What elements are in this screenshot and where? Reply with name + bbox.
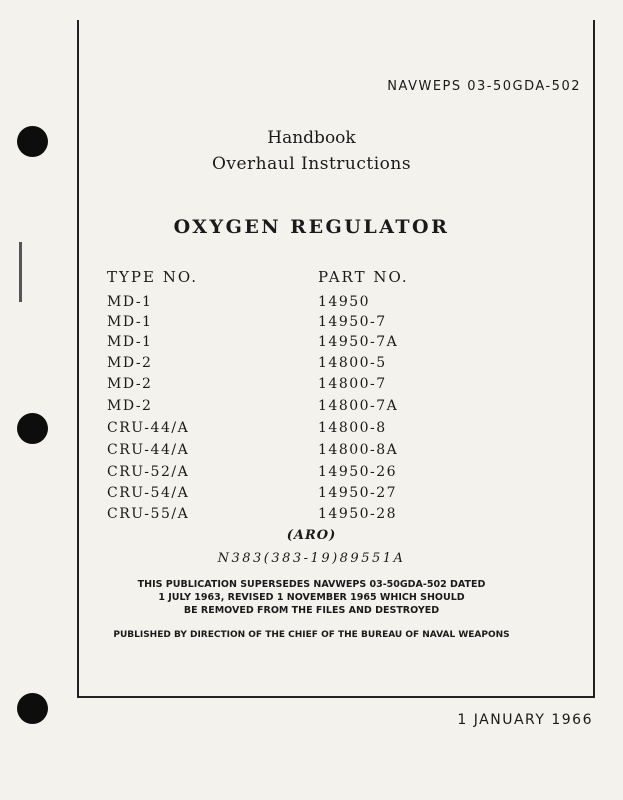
edge-scan-mark [19,242,22,302]
supersede-line: 1 JULY 1963, REVISED 1 NOVEMBER 1965 WHICH SHOULD [158,592,465,603]
type-number: CRU-44/A [107,420,190,436]
type-number: CRU-52/A [107,464,190,480]
part-number: 14800-8 [318,420,387,436]
part-number: 14950 [318,294,371,310]
supersede-line: BE REMOVED FROM THE FILES AND DESTROYED [183,605,440,616]
type-no-header: TYPE NO. [107,268,199,286]
type-number: MD-1 [107,314,153,330]
type-number: MD-2 [107,355,153,371]
part-number: 14950-28 [318,506,398,522]
type-number: MD-1 [107,294,153,310]
publication-date: 1 JANUARY 1966 [457,712,593,728]
part-no-header: PART NO. [318,268,409,286]
part-number: 14950-7A [318,334,399,350]
published-by-notice: PUBLISHED BY DIRECTION OF THE CHIEF OF THE BUREAU OF NAVAL WEAPONS [113,630,510,640]
supersede-line: THIS PUBLICATION SUPERSEDES NAVWEPS 03-50GDA-502 DATED [137,579,486,590]
part-number: 14950-26 [318,464,398,480]
publication-number: NAVWEPS 03-50GDA-502 [387,79,581,94]
type-number: MD-2 [107,376,153,392]
part-number: 14800-7A [318,398,399,414]
part-number: 14800-7 [318,376,387,392]
supersede-notice [0,578,623,617]
part-number: 14950-27 [318,485,398,501]
title-overhaul-instructions: Overhaul Instructions [211,154,412,174]
title-handbook: Handbook [267,128,356,148]
part-number: 14800-8A [318,442,399,458]
binder-hole-bottom [17,693,48,724]
type-number: MD-1 [107,334,153,350]
type-number: CRU-44/A [107,442,190,458]
part-number: 14800-5 [318,355,387,371]
type-number: MD-2 [107,398,153,414]
binder-hole-middle [17,413,48,444]
type-number: CRU-55/A [107,506,190,522]
stock-number: N383(383-19)89551A [217,551,406,566]
manufacturer-code: (ARO) [286,528,337,543]
part-number: 14950-7 [318,314,387,330]
type-number: CRU-54/A [107,485,190,501]
main-title: OXYGEN REGULATOR [173,216,450,238]
